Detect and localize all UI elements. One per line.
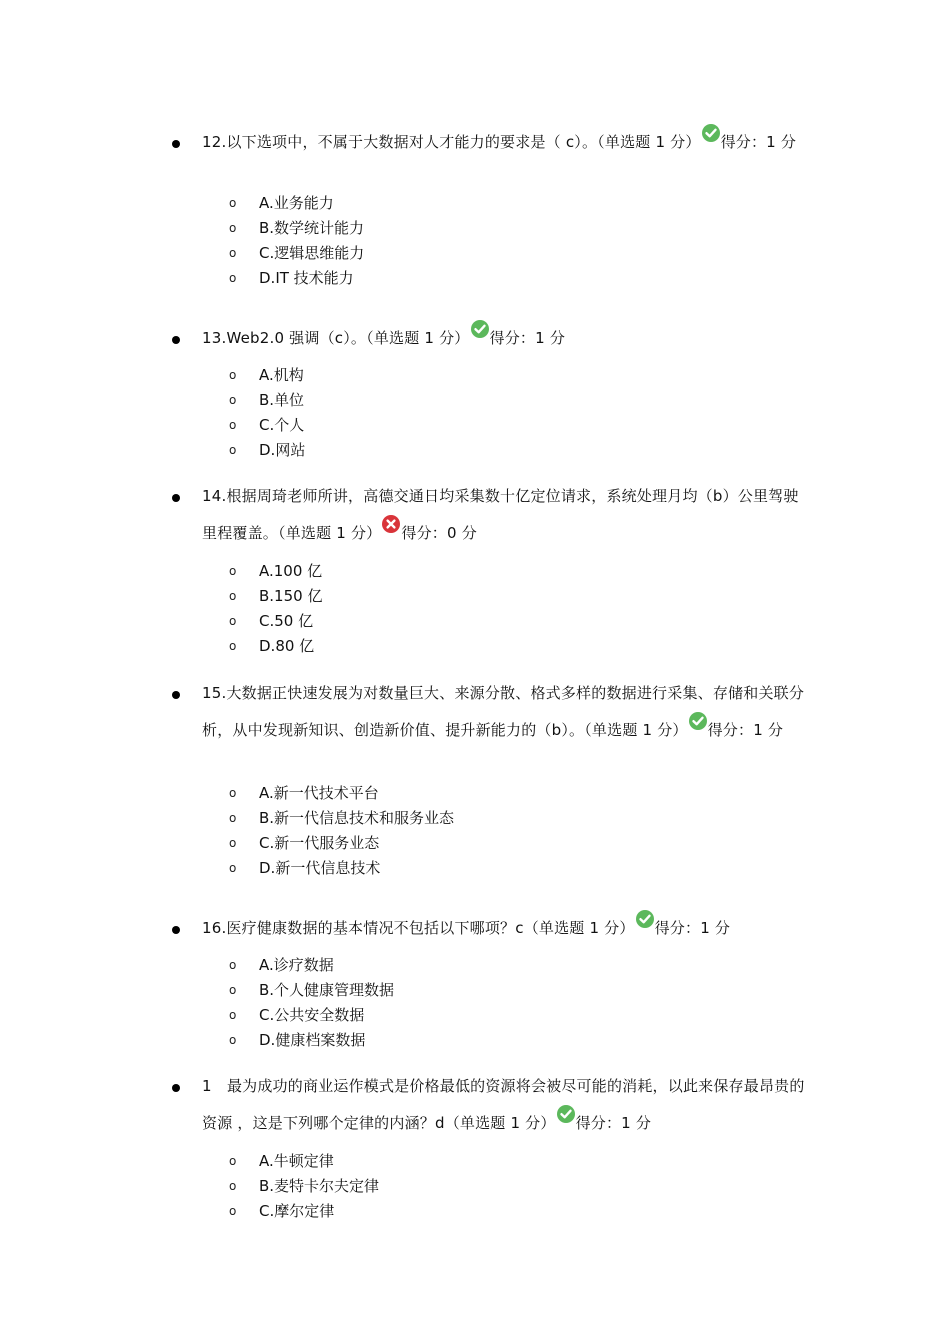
option-item — [0, 953, 950, 978]
check-circle-icon — [557, 1105, 575, 1123]
option-marker: o — [229, 393, 237, 407]
question-text — [202, 910, 810, 947]
option-label: C.个人 — [259, 416, 305, 434]
option-item — [0, 831, 950, 856]
option-marker: o — [229, 368, 237, 382]
option-item — [0, 388, 950, 413]
option-label: A.牛顿定律 — [259, 1152, 334, 1170]
option-label: D.IT 技术能力 — [259, 269, 354, 287]
bullet-icon — [172, 1084, 180, 1092]
options-list — [0, 363, 950, 463]
option-item — [0, 609, 950, 634]
bullet-icon — [172, 926, 180, 934]
option-marker: o — [229, 983, 237, 997]
option-item — [0, 634, 950, 659]
option-item — [0, 806, 950, 831]
score-text: 得分：1 分 — [654, 919, 731, 937]
question-prompt: 13.Web2.0 强调（c）。（单选题 1 分） — [202, 329, 470, 347]
option-item — [0, 191, 950, 216]
score-text: 得分：0 分 — [401, 524, 477, 542]
option-label: D.健康档案数据 — [259, 1031, 366, 1049]
option-label: A.业务能力 — [259, 194, 334, 212]
option-item — [0, 559, 950, 584]
option-marker: o — [229, 418, 237, 432]
option-label: B.新一代信息技术和服务业态 — [259, 809, 455, 827]
options-list — [0, 953, 950, 1053]
option-item — [0, 413, 950, 438]
option-marker: o — [229, 589, 237, 603]
score-text: 得分：1 分 — [707, 721, 784, 739]
option-label: D.网站 — [259, 441, 306, 459]
x-circle-icon — [382, 515, 400, 533]
option-marker: o — [229, 271, 237, 285]
option-marker: o — [229, 1179, 237, 1193]
question-prompt: 15.大数据正快速发展为对数量巨大、来源分散、格式多样的数据进行采集、存储和关联分析，从中发现新知识、创造新价值、提升新能力的（b）。（单选题 1 分） — [202, 684, 805, 739]
option-marker: o — [229, 246, 237, 260]
option-item — [0, 266, 950, 291]
option-item — [0, 438, 950, 463]
option-marker: o — [229, 1204, 237, 1218]
question-prompt: 12.以下选项中，不属于大数据对人才能力的要求是（ c）。（单选题 1 分） — [202, 133, 701, 151]
option-marker: o — [229, 614, 237, 628]
option-item — [0, 584, 950, 609]
question-prompt: 1 最为成功的商业运作模式是价格最低的资源将会被尽可能的消耗，以此来保存最昂贵的资源 ，这是下列哪个定律的内涵？d（单选题 1 分） — [202, 1077, 805, 1132]
question-prompt: 16.医疗健康数据的基本情况不包括以下哪项？c（单选题 1 分） — [202, 919, 635, 937]
option-marker: o — [229, 196, 237, 210]
option-item — [0, 216, 950, 241]
check-circle-icon — [689, 712, 707, 730]
bullet-icon — [172, 140, 180, 148]
option-marker: o — [229, 836, 237, 850]
option-marker: o — [229, 1154, 237, 1168]
score-text: 得分：1 分 — [575, 1114, 652, 1132]
bullet-icon — [172, 691, 180, 699]
check-circle-icon — [702, 124, 720, 142]
option-marker: o — [229, 958, 237, 972]
options-list — [0, 781, 950, 881]
option-marker: o — [229, 811, 237, 825]
question-prompt: 14.根据周琦老师所讲，高德交通日均采集数十亿定位请求，系统处理月均（b）公里驾驶里程覆盖。（单选题 1 分） — [202, 487, 799, 542]
options-list — [0, 1149, 950, 1224]
question-text — [202, 675, 810, 749]
option-item — [0, 978, 950, 1003]
option-marker: o — [229, 564, 237, 578]
option-label: C.摩尔定律 — [259, 1202, 335, 1220]
check-circle-icon — [636, 910, 654, 928]
options-list — [0, 559, 950, 659]
option-label: B.数学统计能力 — [259, 219, 365, 237]
option-label: A.新一代技术平台 — [259, 784, 379, 802]
option-label: B.150 亿 — [259, 587, 323, 605]
question-text — [202, 320, 810, 357]
option-marker: o — [229, 639, 237, 653]
option-item — [0, 1149, 950, 1174]
option-marker: o — [229, 221, 237, 235]
question-text — [202, 124, 810, 161]
option-item — [0, 1028, 950, 1053]
option-label: B.麦特卡尔夫定律 — [259, 1177, 380, 1195]
option-item — [0, 1174, 950, 1199]
option-item — [0, 1199, 950, 1224]
score-text: 得分：1 分 — [489, 329, 566, 347]
option-label: A.机构 — [259, 366, 304, 384]
score-text: 得分：1 分 — [720, 133, 797, 151]
bullet-icon — [172, 494, 180, 502]
question-text — [202, 1068, 810, 1142]
option-label: B.单位 — [259, 391, 305, 409]
option-marker: o — [229, 1033, 237, 1047]
option-label: D.新一代信息技术 — [259, 859, 381, 877]
option-item — [0, 1003, 950, 1028]
option-label: C.公共安全数据 — [259, 1006, 365, 1024]
option-label: C.逻辑思维能力 — [259, 244, 365, 262]
question-text — [202, 478, 810, 552]
bullet-icon — [172, 336, 180, 344]
option-label: D.80 亿 — [259, 637, 315, 655]
option-marker: o — [229, 443, 237, 457]
option-marker: o — [229, 1008, 237, 1022]
option-label: C.新一代服务业态 — [259, 834, 380, 852]
options-list — [0, 191, 950, 291]
option-item — [0, 241, 950, 266]
option-item — [0, 781, 950, 806]
option-label: B.个人健康管理数据 — [259, 981, 395, 999]
option-marker: o — [229, 786, 237, 800]
option-marker: o — [229, 861, 237, 875]
option-item — [0, 363, 950, 388]
option-label: A.诊疗数据 — [259, 956, 334, 974]
check-circle-icon — [471, 320, 489, 338]
option-label: A.100 亿 — [259, 562, 323, 580]
option-label: C.50 亿 — [259, 612, 314, 630]
option-item — [0, 856, 950, 881]
